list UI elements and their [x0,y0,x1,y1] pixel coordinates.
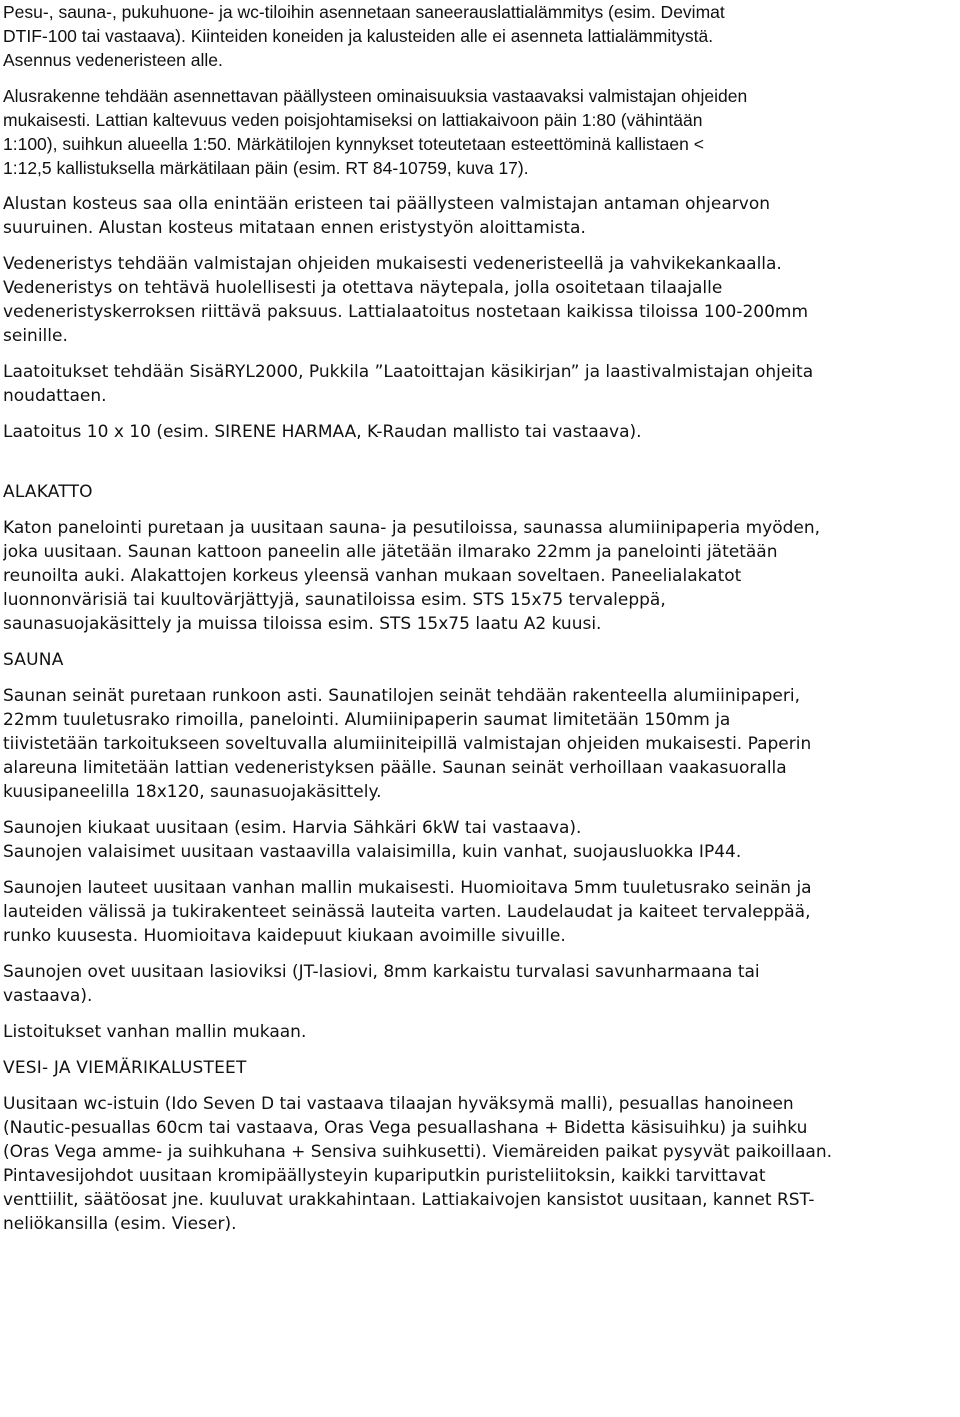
paragraph-plumbing-fixtures [3,1092,956,1236]
text-line: Saunojen kiukaat uusitaan (esim. Harvia Sähkäri 6kW tai vastaava). [3,818,582,838]
text-line: venttiilit, säätöosat jne. kuuluvat urakkahintaan. Lattiakaivojen kansistot uusitaan, kannet RST- [3,1190,815,1210]
paragraph-waterproofing [3,252,956,348]
heading-text: SAUNA [3,650,64,670]
paragraph-substrate-moisture [3,192,956,240]
text-line: mukaisesti. Lattian kaltevuus veden poisjohtamiseksi on lattiakaivoon päin 1:80 (vähintään [3,110,703,130]
text-line: vedeneristyskerroksen riittävä paksuus. Lattialaatoitus nostetaan kaikissa tiloissa 100-200mm [3,302,809,322]
text-line: Alustan kosteus saa olla enintään eristeen tai päällysteen valmistajan antaman ohjearvon [3,194,771,214]
text-line: Laatoitukset tehdään SisäRYL2000, Pukkila ”Laatoittajan käsikirjan” ja laastivalmistajan ohjeita [3,362,814,382]
paragraph-sauna-doors [3,960,956,1008]
paragraph-trims [3,1020,956,1044]
text-line: Alusrakenne tehdään asennettavan päällysteen ominaisuuksia vastaavaksi valmistajan ohjeiden [3,86,748,106]
text-line: lauteiden välissä ja tukirakenteet seinässä lauteita varten. Laudelaudat ja kaiteet tervaleppää, [3,902,811,922]
heading-text: ALAKATTO [3,482,93,502]
text-line: saunasuojakäsittely ja muissa tiloissa esim. STS 15x75 laatu A2 kuusi. [3,614,602,634]
text-line: Saunojen valaisimet uusitaan vastaavilla valaisimilla, kuin vanhat, suojausluokka IP44. [3,842,742,862]
text-line: 1:12,5 kallistuksella märkätilaan päin (esim. RT 84-10759, kuva 17). [3,158,529,178]
text-line: 1:100), suihkun alueella 1:50. Märkätilojen kynnykset toteutetaan esteettöminä kallistaen < [3,134,704,154]
paragraph-substructure [3,84,956,180]
paragraph-sauna-walls [3,684,956,804]
text-line: (Nautic-pesuallas 60cm tai vastaava, Oras Vega pesuallashana + Bidetta käsisuihku) ja suihku [3,1118,808,1138]
text-line: Katon panelointi puretaan ja uusitaan sauna- ja pesutiloissa, saunassa alumiinipaperia myöden, [3,518,821,538]
section-heading-alakatto [3,480,956,504]
text-line: Saunojen ovet uusitaan lasioviksi (JT-lasiovi, 8mm karkaistu turvalasi savunharmaana tai [3,962,760,982]
paragraph-ceiling [3,516,956,636]
heading-text: VESI- JA VIEMÄRIKALUSTEET [3,1058,247,1078]
text-line: tiivistetään tarkoitukseen soveltuvalla alumiiniteipillä valmistajan ohjeiden mukaisesti. Paperin [3,734,812,754]
paragraph-sauna-heaters [3,816,956,864]
text-line: kuusipaneelilla 18x120, saunasuojakäsittely. [3,782,382,802]
paragraph-tile-size [3,420,956,444]
text-line: joka uusitaan. Saunan kattoon paneelin alle jätetään ilmarako 22mm ja panelointi jätetään [3,542,778,562]
text-line: seinille. [3,326,68,346]
paragraph-sauna-benches [3,876,956,948]
paragraph-tiling [3,360,956,408]
text-line: (Oras Vega amme- ja suihkuhana + Sensiva suihkusetti). Viemäreiden paikat pysyvät paikoillaan. [3,1142,832,1162]
text-line: alareuna limitetään lattian vedeneristyksen päälle. Saunan seinät verhoillaan vaakasuoralla [3,758,787,778]
text-line: Pesu-, sauna-, pukuhuone- ja wc-tiloihin asennetaan saneerauslattialämmitys (esim. Devimat [3,2,725,22]
text-line: Laatoitus 10 x 10 (esim. SIRENE HARMAA, K-Raudan mallisto tai vastaava). [3,422,642,442]
paragraph-floor-heating [3,0,956,72]
text-line: noudattaen. [3,386,107,406]
text-line: Listoitukset vanhan mallin mukaan. [3,1022,307,1042]
text-line: suuruinen. Alustan kosteus mitataan ennen eristystyön aloittamista. [3,218,586,238]
text-line: runko kuusesta. Huomioitava kaidepuut kiukaan avoimille sivuille. [3,926,566,946]
text-line: Uusitaan wc-istuin (Ido Seven D tai vastaava tilaajan hyväksymä malli), pesuallas hanoineen [3,1094,794,1114]
text-line: Saunan seinät puretaan runkoon asti. Saunatilojen seinät tehdään rakenteella alumiinipaperi, [3,686,800,706]
text-line: Vedeneristys on tehtävä huolellisesti ja otettava näytepala, jolla osoitetaan tilaajalle [3,278,723,298]
text-line: DTIF-100 tai vastaava). Kiinteiden koneiden ja kalusteiden alle ei asenneta lattialämmitystä. [3,26,714,46]
text-line: Saunojen lauteet uusitaan vanhan mallin mukaisesti. Huomioitava 5mm tuuletusrako seinän ja [3,878,812,898]
text-line: 22mm tuuletusrako rimoilla, panelointi. Alumiinipaperin saumat limitetään 150mm ja [3,710,731,730]
text-line: Pintavesijohdot uusitaan kromipäällysteyin kupariputkin puristeliitoksin, kaikki tarvittavat [3,1166,766,1186]
text-line: Asennus vedeneristeen alle. [3,50,223,70]
text-line: luonnonvärisiä tai kuultovärjättyjä, saunatiloissa esim. STS 15x75 tervaleppä, [3,590,666,610]
text-line: Vedeneristys tehdään valmistajan ohjeiden mukaisesti vedeneristeellä ja vahvikekankaalla. [3,254,782,274]
section-heading-sauna [3,648,956,672]
text-line: vastaava). [3,986,93,1006]
text-line: reunoilta auki. Alakattojen korkeus yleensä vanhan mukaan soveltaen. Paneelialakatot [3,566,742,586]
text-line: neliökansilla (esim. Vieser). [3,1214,237,1234]
section-heading-plumbing [3,1056,956,1080]
